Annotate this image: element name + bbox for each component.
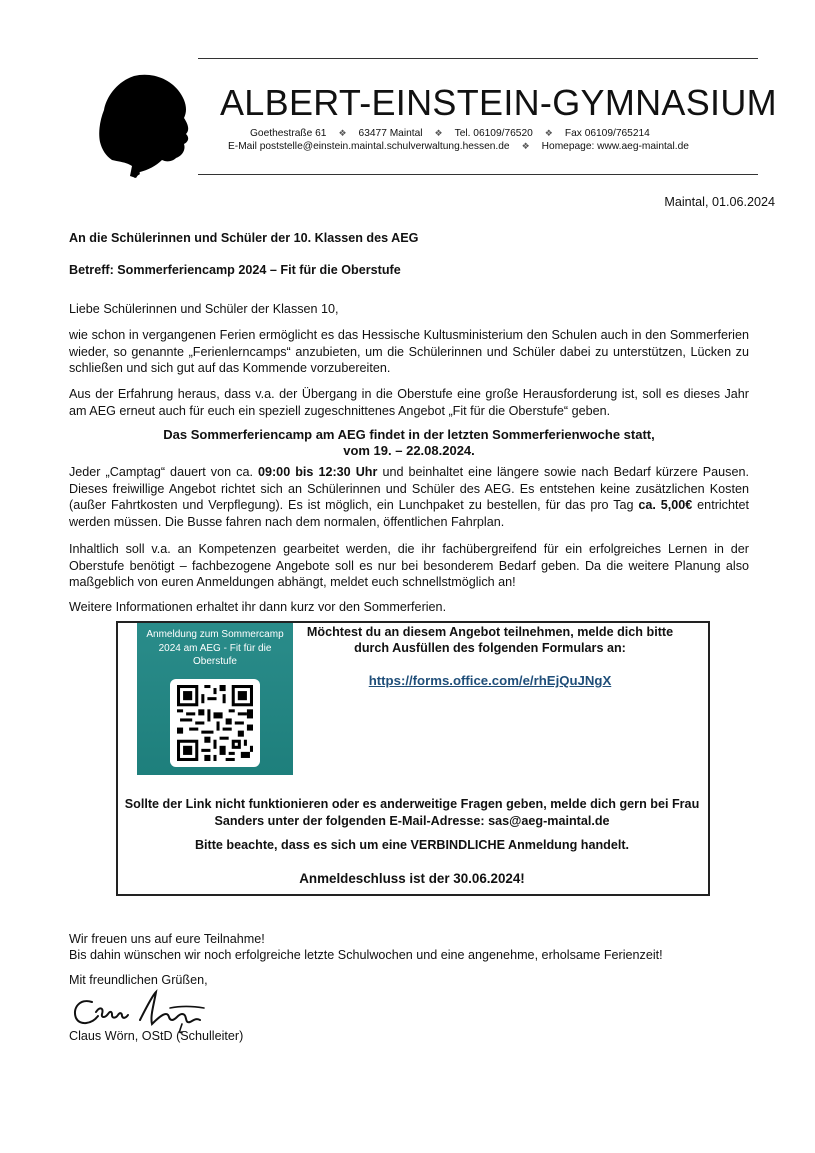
camp-date-line2: vom 19. – 22.08.2024.: [343, 443, 475, 458]
header-rule-top: [198, 58, 758, 59]
greeting: Mit freundlichen Grüßen,: [69, 973, 208, 987]
salutation: Liebe Schülerinnen und Schüler der Klassen 10,: [69, 302, 339, 316]
header-rule-bottom: [198, 174, 758, 175]
paragraph-info: Weitere Informationen erhaltet ihr dann kurz vor den Sommerferien.: [69, 600, 447, 614]
paragraph-schedule: [69, 464, 749, 530]
camp-date-highlight: [69, 427, 749, 459]
fax: Fax 06109/765214: [564, 128, 650, 139]
recipient: An die Schülerinnen und Schüler der 10. Klassen des AEG: [69, 231, 419, 245]
address-city: 63477 Maintal: [358, 128, 423, 139]
qr-code-icon[interactable]: [177, 685, 253, 761]
handwritten-signature-icon: [70, 984, 220, 1034]
contact-web-line: [228, 141, 689, 152]
qr-card: [137, 623, 293, 775]
phone: Tel. 06109/76520: [454, 128, 533, 139]
qr-code-frame[interactable]: [170, 679, 260, 767]
email: E-Mail poststelle@einstein.maintal.schulverwaltung.hessen.de: [228, 141, 510, 152]
paragraph-intro: wie schon in vergangenen Ferien ermöglicht es das Hessische Kultusministerium den Schulen auch in den Sommerferien wieder, so genannte „Ferienlerncamps“ anzubieten, um die Schülerinnen und Schüler dabei zu unterstützen, Lücken zu schließen und sich gut auf das Kommende vorzubereiten.: [69, 328, 749, 375]
camp-date-line1: Das Sommerferiencamp am AEG findet in der letzten Sommerferienwoche statt,: [163, 427, 655, 442]
registration-deadline: Anmeldeschluss ist der 30.06.2024!: [299, 871, 525, 886]
qr-card-title: Anmeldung zum Sommercamp 2024 am AEG - Fit für die Oberstufe: [146, 629, 284, 667]
lunch-price: ca. 5,00€: [638, 498, 693, 512]
school-name: ALBERT-EINSTEIN-GYMNASIUM: [220, 82, 777, 123]
subject-line: Betreff: Sommerferiencamp 2024 – Fit für die Oberstufe: [69, 263, 401, 277]
paragraph-offer: Aus der Erfahrung heraus, dass v.a. der Übergang in die Oberstufe eine große Herausforderung ist, soll es dieses Jahr am AEG erneut auch für euch ein speziell zugeschnittenes Angebot „Fit für die Oberstufe“ geben.: [69, 387, 749, 418]
paragraph-content: Inhaltlich soll v.a. an Kompetenzen gearbeitet werden, die ihr fachübergreifend für ein erfolgreiches Lernen in der Oberstufe benötigt – fachbezogene Angebote soll es nur bei besonderem Bedarf geben. Da die weitere Planung also maßgeblich von euren Anmeldungen abhängt, meldet euch schnellstmöglich an!: [69, 542, 749, 589]
schedule-text-3: entrichtet werden müssen. Die Busse fahren nach dem normalen, öffentlichen Fahrplan.: [69, 498, 749, 529]
homepage: Homepage: www.aeg-maintal.de: [541, 141, 689, 152]
separator-icon: ❖: [521, 141, 530, 151]
einstein-silhouette-logo: [96, 70, 196, 180]
registration-help: Sollte der Link nicht funktionieren oder es anderweitige Fragen geben, melde dich gern bei Frau Sanders unter der folgenden E-Mail-Adresse: sas@aeg-maintal.de: [124, 797, 700, 828]
schedule-time: 09:00 bis 12:30 Uhr: [257, 465, 378, 479]
contact-address-line: [250, 128, 650, 139]
address-street: Goethestraße 61: [250, 128, 327, 139]
closing-line-2: Bis dahin wünschen wir noch erfolgreiche letzte Schulwochen und eine angenehme, erholsame Ferienzeit!: [69, 948, 663, 962]
separator-icon: ❖: [338, 128, 347, 138]
letter-date: Maintal, 01.06.2024: [664, 195, 775, 209]
signer-name: Claus Wörn, OStD (Schulleiter): [69, 1029, 244, 1043]
separator-icon: ❖: [544, 128, 553, 138]
schedule-text-2: und beinhaltet eine längere sowie nach Bedarf kürzere Pausen. Dieses freiwillige Angebot richtet sich an Schülerinnen und Schüler des AEG. Es entstehen keine zusätzlichen Kosten (außer Fahrtkosten und Verpflegung). Es ist möglich, ein Lunchpaket zu bestellen, für das pro Tag: [69, 465, 749, 512]
closing-line-1: Wir freuen uns auf eure Teilnahme!: [69, 932, 265, 946]
registration-form-link[interactable]: https://forms.office.com/e/rhEjQuJNgX: [368, 673, 612, 688]
registration-prompt: Möchtest du an diesem Angebot teilnehmen, melde dich bitte durch Ausfüllen des folgenden Formulars an:: [306, 625, 674, 655]
binding-notice: Bitte beachte, dass es sich um eine VERBINDLICHE Anmeldung handelt.: [194, 838, 630, 852]
schedule-text-1: Jeder „Camptag“ dauert von ca.: [69, 465, 258, 479]
separator-icon: ❖: [434, 128, 443, 138]
